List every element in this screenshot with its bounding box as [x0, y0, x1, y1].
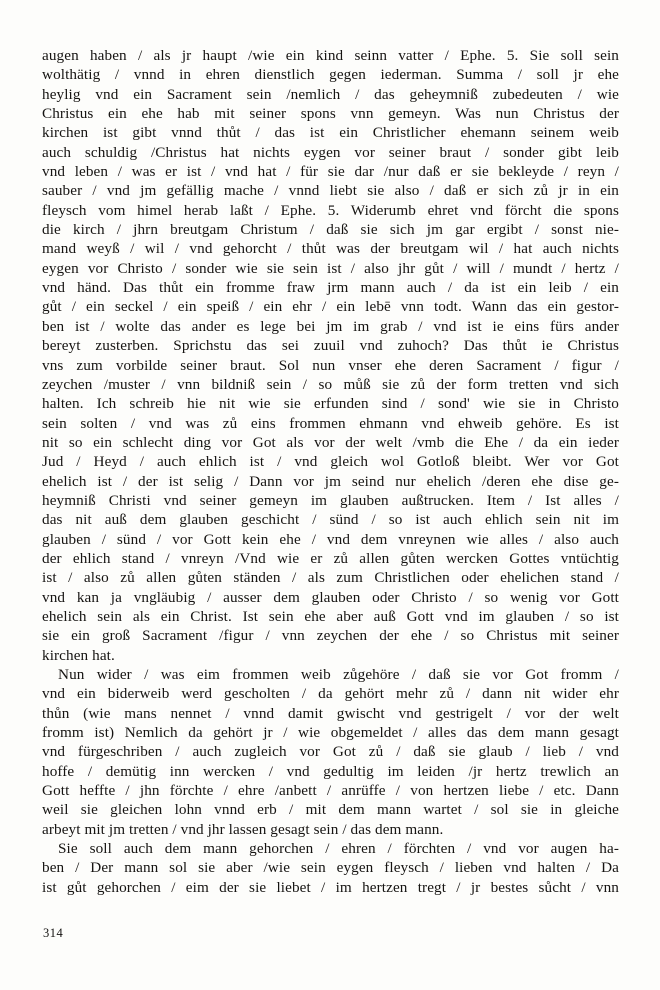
- text-line: arbeyt mit jm tretten / vnd jhr lassen gesagt sein / das dem mann.: [42, 820, 444, 838]
- text-line: vnd fürgeschriben / auch zugleich vor Got zů / daß sie glaub / lieb / vnd: [42, 743, 619, 761]
- text-line: kirchen hat.: [42, 646, 115, 664]
- text-line: heymniß Christi vnd seiner gemeyn im glauben außtrucken. Item / Ist alles /: [42, 491, 619, 509]
- text-line: ehelich ist / der ist selig / Dann vor jm seind nur ehelich /deren ehe dise ge-: [42, 472, 619, 490]
- text-line: bereyt zusterben. Sprichstu das sei zuuil vnd zuhoch? Das thůt ie Christus: [42, 337, 619, 355]
- text-line: hoffe / demütig inn wercken / vnd gedultig im leiden /jr hertz trewlich an: [42, 762, 619, 780]
- text-line: thůn (wie mans nennet / vnnd damit gwischt vnd gestrigelt / vor der welt: [42, 704, 619, 722]
- paragraph: [42, 46, 619, 665]
- text-line: Jud / Heyd / auch ehlich ist / vnd gleich wol Gotloß bleibt. Wer vor Got: [42, 453, 619, 471]
- text-line: vns zum vorbilde seiner braut. Sol nun vnser ehe deren Sacrament / figur /: [42, 356, 619, 374]
- text-line: halten. Ich schreib hie nit wie sie erfunden sind / sond' wie sie in Christo: [42, 395, 619, 413]
- text-line: sein solten / vnd was zů eins frommen ehmann vnd ehweib gehöre. Es ist: [42, 414, 619, 432]
- text-line: das nit auß dem glauben geschicht / sünd / so ist auch ehlich sein nit im: [42, 511, 619, 529]
- text-line: vnd händ. Das thůt ein fromme fraw jrm mann auch / da ist ein leib / ein: [42, 279, 619, 297]
- text-line: Gott heffte / jhn förchte / ehre /anbett / anrüffe / von hertzen liebe / etc. Dann: [42, 782, 619, 800]
- text-line: gůt / ein seckel / ein speiß / ein ehr / ein lebē vnn todt. Wann das ein gestor-: [42, 298, 619, 316]
- text-line: zeychen /muster / vnn bildniß sein / so můß sie zů der form tretten vnd sich: [42, 375, 619, 393]
- text-line: vnd leben / was er ist / vnd hat / für sie dar /nur daß er sie bekleyde / reyn /: [42, 163, 619, 181]
- text-line: Nun wider / was eim frommen weib zůgehöre / daß sie vor Got fromm /: [58, 666, 619, 683]
- text-line: kirchen ist gibt vnnd thůt / das ist ein Christlicher ehemann seinem weib: [42, 124, 619, 142]
- text-line: die kirch / jhrn breutgam Christum / daß sie sich jm gar ergibt / sonst nie-: [42, 221, 619, 239]
- text-line: nit so ein schlecht ding vor Got als vor der welt /vmb die Ehe / da ein ieder: [42, 433, 619, 451]
- text-line: sie ein groß Sacrament /figur / vnn zeychen der ehe / so Christus mit seiner: [42, 627, 619, 645]
- text-line: der ehlich stand / vnreyn /Vnd wie er zů allen gůten wercken Gottes vntüchtig: [42, 549, 619, 567]
- paragraph: [42, 839, 619, 897]
- text-line: auch schuldig /Christus hat nichts eygen vor seiner braut / sonder gibt leib: [42, 143, 619, 161]
- text-line: ist / also zů allen gůten ständen / als zum Christlichen oder ehelichen stand /: [42, 569, 619, 587]
- text-line: glauben / sünd / vor Gott kein ehe / vnd dem vnreynen wie alles / also auch: [42, 530, 619, 548]
- text-line: weil sie gleichen lohn vnnd erb / mit dem mann wartet / sol sie in gleiche: [42, 801, 619, 819]
- paragraph: [42, 665, 619, 839]
- text-line: vnd kan ja vngläubig / ausser dem glauben oder Christo / so wenig vor Gott: [42, 588, 619, 606]
- text-line: ist gůt gehorchen / eim der sie liebet / im hertzen tregt / jr bestes sůcht / vnn: [42, 878, 619, 896]
- text-line: fleysch vom himel herab laßt / Ephe. 5. Widerumb ehret vnd förcht die spons: [42, 201, 619, 219]
- text-line: vnd ein biderweib werd gescholten / da gehört mehr zů / dann nit wider ehr: [42, 685, 619, 703]
- text-line: eygen vor Christo / sonder wie sie sein ist / also jhr gůt / will / mundt / hertz /: [42, 259, 619, 277]
- text-line: ben / Der mann sol sie aber /wie sein eygen fleysch / lieben vnd halten / Da: [42, 859, 619, 877]
- text-line: augen haben / als jr haupt /wie ein kind seinn vatter / Ephe. 5. Sie soll sein: [42, 47, 619, 64]
- text-line: mand weyß / wil / vnd gehorcht / thůt was der breutgam wil / hat auch nichts: [42, 240, 619, 258]
- text-line: ben ist / wolte das ander es lege bei jm im grab / vnd ist ie eins fürs ander: [42, 317, 619, 335]
- text-line: fromm ist) Nemlich da gehört jr / wie obgemeldet / alles das dem mann gesagt: [42, 724, 619, 742]
- text-line: heylig vnd ein Sacrament sein /nemlich / das geheymniß zubedeuten / wie: [42, 85, 619, 103]
- text-line: Sie soll auch dem mann gehorchen / ehren / förchten / vnd vor augen ha-: [58, 840, 619, 858]
- page-number: 314: [43, 926, 64, 940]
- text-line: ehelich sein als ein Christ. Ist sein ehe aber auß Gott vnd im glauben / so ist: [42, 607, 619, 625]
- text-line: wolthätig / vnnd in ehren dienstlich gegen iederman. Summa / soll jr ehe: [42, 66, 619, 84]
- text-block: [42, 46, 619, 897]
- text-line: Christus ein ehe hab mit seiner spons vnn gemeyn. Was nun Christus der: [42, 105, 619, 123]
- text-line: sauber / vnd jm gefällig mache / vnnd liebt sie also / daß er sich zů jr in ein: [42, 182, 619, 200]
